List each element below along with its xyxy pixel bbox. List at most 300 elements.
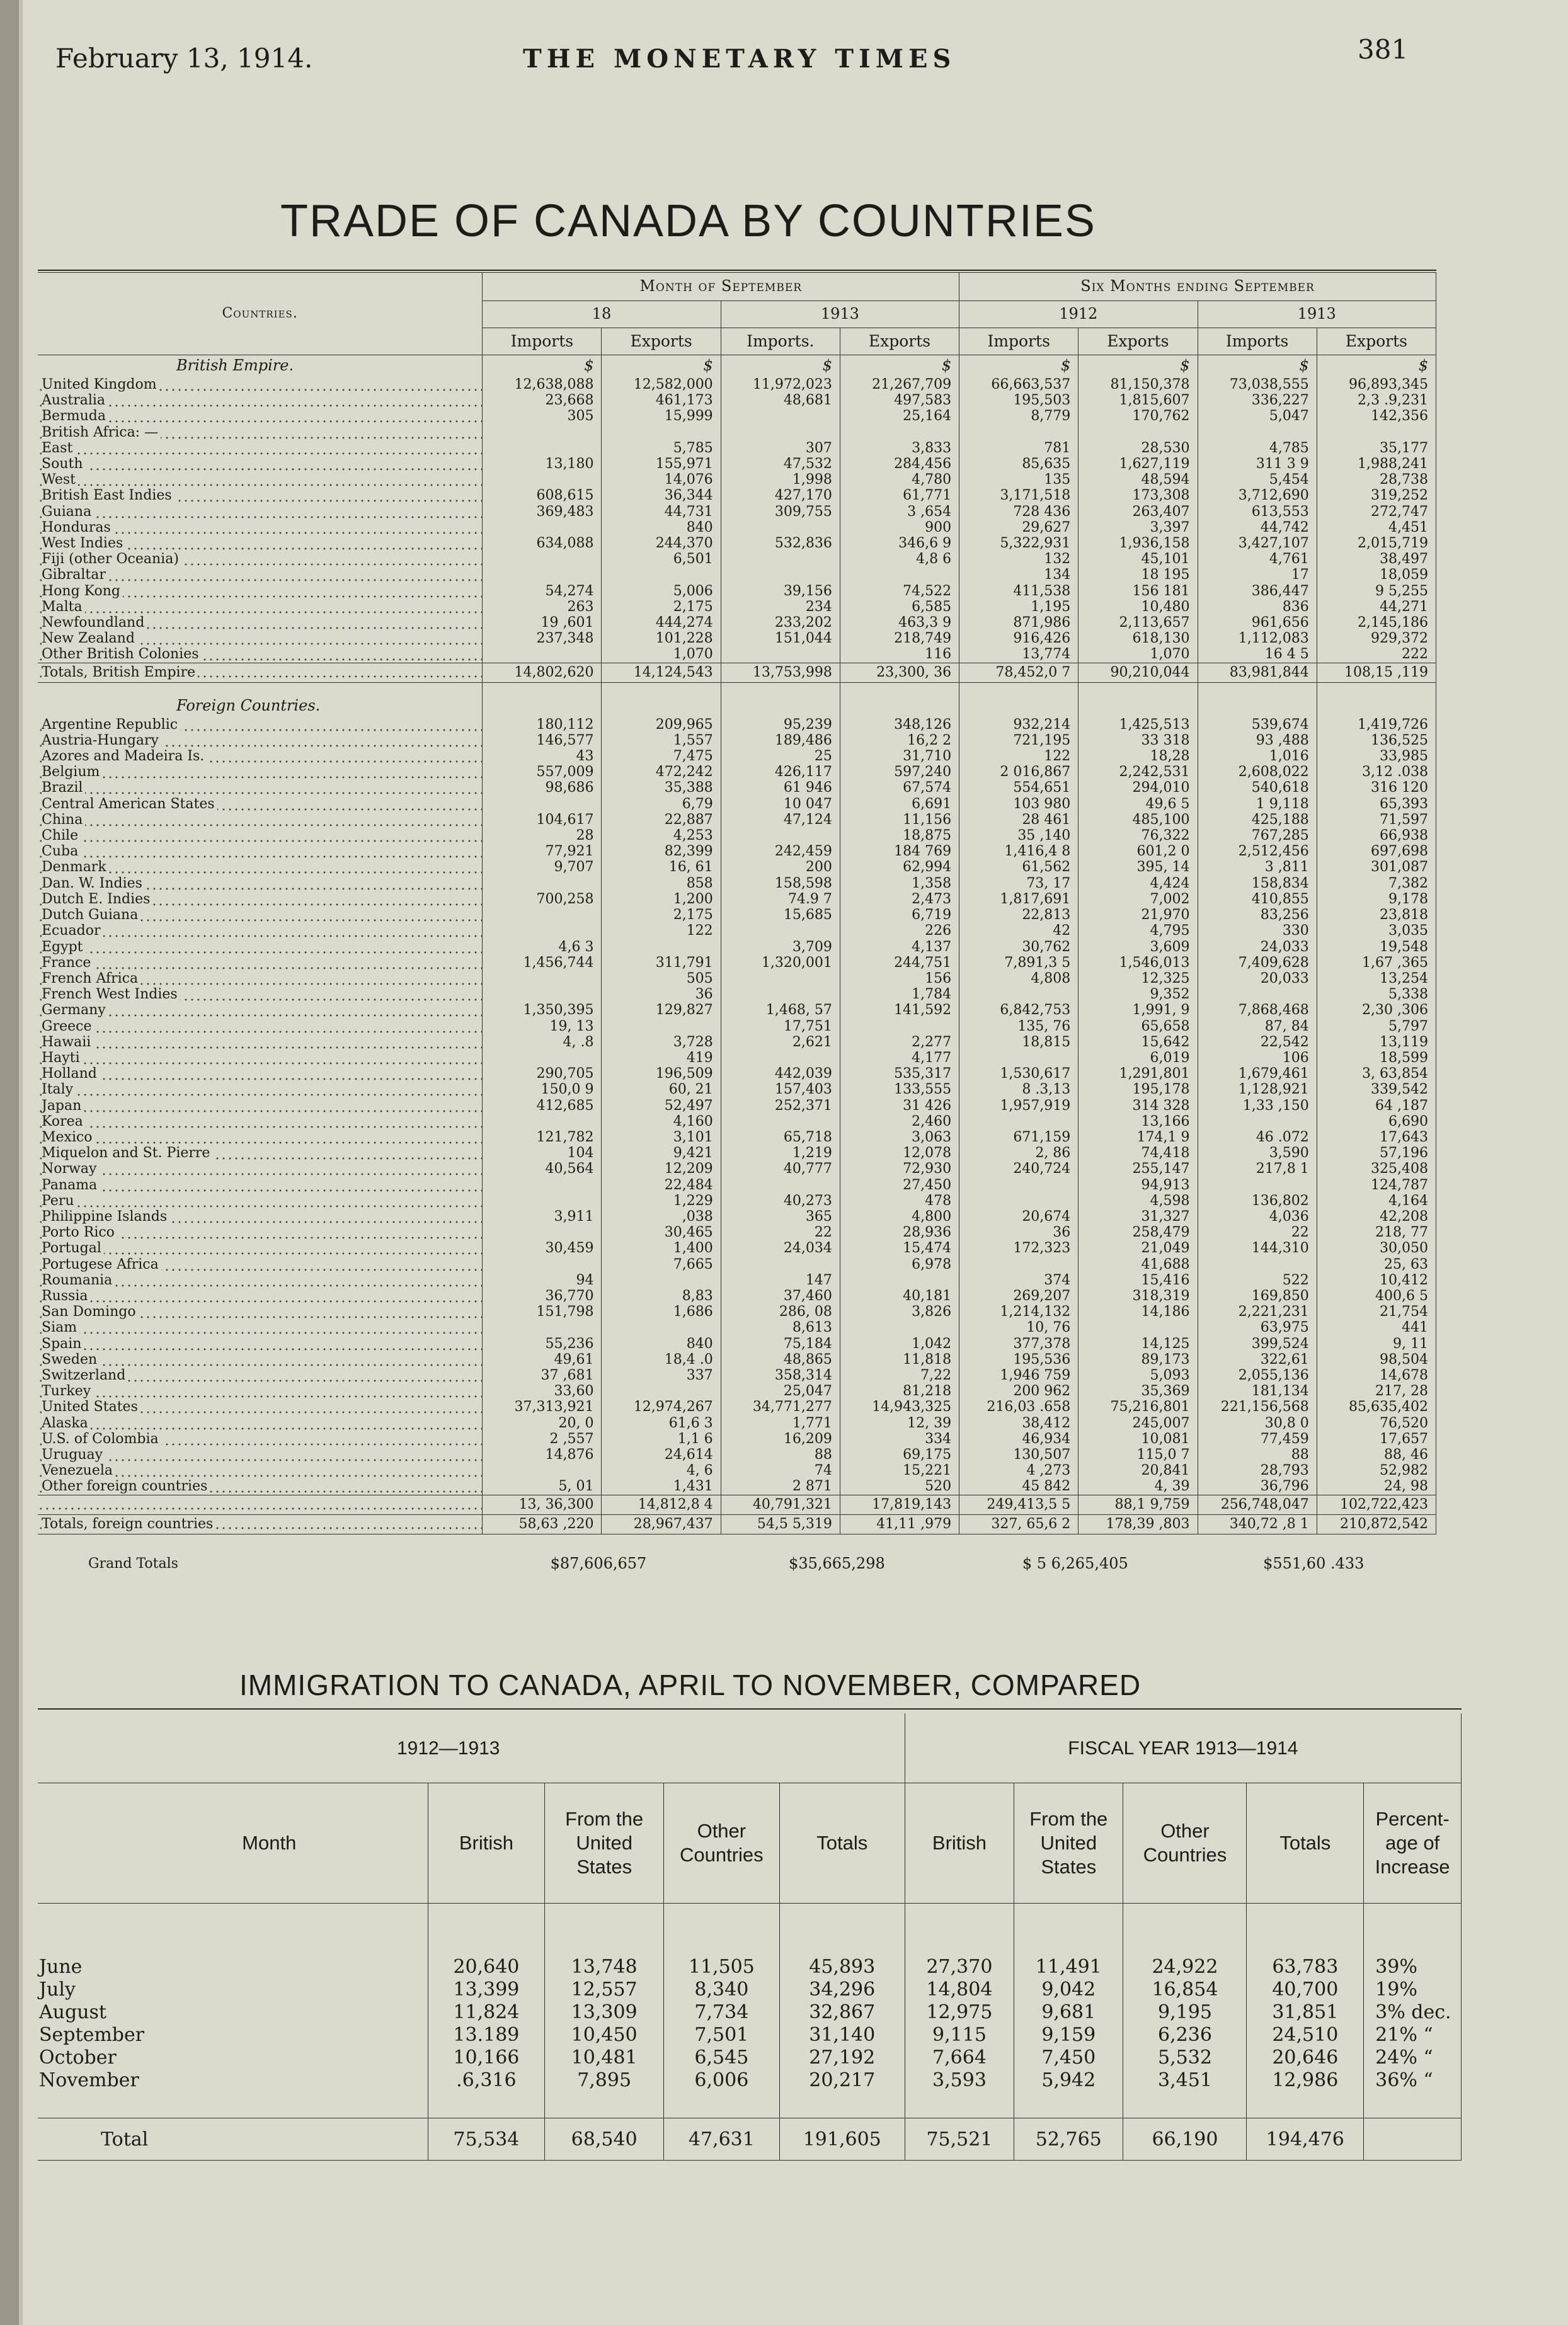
trade-value: 256,748,047 [1198,1495,1317,1514]
trade-value [1198,425,1317,440]
row-label: Gibraltar [42,567,108,583]
trade-value: 613,553 [1198,504,1317,520]
trade-value: 98,686 [483,780,602,796]
trade-value: 14,812,8 4 [602,1495,721,1514]
country-name [38,939,483,955]
row-label: Totals, foreign countries [42,1516,215,1532]
trade-value [840,567,959,583]
trade-value: 5,797 [1317,1019,1436,1034]
trade-value: 505 [602,971,721,986]
table-row [38,1161,1436,1177]
empty-cell [1198,695,1317,717]
trade-value [483,1320,602,1335]
trade-value: 2,113,657 [1079,615,1198,631]
trade-value: 6,690 [1317,1114,1436,1129]
trade-value: 441 [1317,1320,1436,1335]
trade-value: 25,164 [840,408,959,424]
immigration-value: 9,681 [1014,2001,1123,2023]
trade-value: 2,015,719 [1317,535,1436,551]
trade-value: 3,609 [1079,939,1198,955]
trade-value: 1,200 [602,891,721,907]
trade-value: 319,252 [1317,488,1436,503]
trade-value: 5,785 [602,440,721,456]
trade-value: 39,156 [721,583,840,599]
trade-value: 24, 98 [1317,1478,1436,1495]
trade-value: 52,497 [602,1098,721,1114]
row-label: United Kingdom [42,377,159,392]
trade-value: 3,590 [1198,1145,1317,1161]
trade-value [483,1050,602,1066]
trade-value: 2, 86 [959,1145,1079,1161]
trade-value: 294,010 [1079,780,1198,796]
table-row [38,923,1436,939]
trade-value: 7,868,468 [1198,1002,1317,1018]
trade-value [1079,1320,1198,1335]
immigration-value: 3% dec. [1364,2001,1462,2023]
trade-value: 4, .8 [483,1034,602,1050]
trade-value: 4,424 [1079,876,1198,891]
row-label: New Zealand [42,631,137,646]
trade-value [959,986,1079,1002]
trade-value [959,1177,1079,1193]
trade-value: 222 [1317,646,1436,663]
imports-header: Imports [959,328,1079,355]
table-row [38,955,1436,971]
table-row [38,440,1436,456]
trade-value: 21,754 [1317,1304,1436,1320]
trade-value: 1,219 [721,1145,840,1161]
trade-value: 4,800 [840,1209,959,1225]
trade-value: 18,059 [1317,567,1436,583]
trade-value: 13,774 [959,646,1079,663]
trade-value: 7,002 [1079,891,1198,907]
table-row [38,1320,1436,1335]
row-label: Azores and Madeira Is. [42,748,207,764]
trade-value: 17,657 [1317,1431,1436,1447]
trade-value [1198,1114,1317,1129]
table-row [38,971,1436,986]
country-name [38,615,483,631]
trade-value: 7,665 [602,1257,721,1272]
trade-value: 237,348 [483,631,602,646]
trade-value: 1,815,607 [1079,392,1198,408]
trade-value: 94,913 [1079,1177,1198,1193]
table-row [38,425,1436,440]
dollar-sign: $ [959,355,1079,377]
trade-value: 33 318 [1079,733,1198,748]
grand-total-value: $551,60 .433 [1263,1555,1365,1572]
immigration-value: 9,042 [1014,1978,1123,2001]
trade-value: 16,2 2 [840,733,959,748]
row-label: U.S. of Colombia [42,1431,161,1447]
trade-value: 20, 0 [483,1415,602,1431]
trade-value: 34,771,277 [721,1399,840,1415]
spacer-cell [38,2091,428,2118]
trade-value: 18,4 .0 [602,1352,721,1368]
trade-value: 426,117 [721,764,840,780]
trade-value: 358,314 [721,1368,840,1383]
trade-value: 2,055,136 [1198,1368,1317,1383]
trade-value: 961,656 [1198,615,1317,631]
table-row [38,456,1436,472]
grand-total-value: $35,665,298 [789,1555,885,1572]
country-name [38,1066,483,1082]
trade-value: 13,166 [1079,1114,1198,1129]
row-label: French West Indies [42,986,180,1002]
trade-value: 1,957,919 [959,1098,1079,1114]
immigration-value: 10,481 [545,2046,664,2069]
country-name [38,1352,483,1368]
trade-value: 608,615 [483,488,602,503]
total-value: 191,605 [779,2118,905,2161]
trade-value: 15,416 [1079,1272,1198,1288]
trade-value: 65,658 [1079,1019,1198,1034]
trade-value: 242,459 [721,843,840,859]
country-name [38,663,483,682]
trade-value: 31,327 [1079,1209,1198,1225]
imports-header: Imports [483,328,602,355]
spacer-cell [1364,2091,1462,2118]
trade-value: 1,128,921 [1198,1082,1317,1097]
trade-value [602,1320,721,1335]
trade-value: 78,452,0 7 [959,663,1079,682]
trade-value: 1,627,119 [1079,456,1198,472]
table-row [38,583,1436,599]
trade-value: 36,344 [602,488,721,503]
spacer-cell [959,682,1079,695]
trade-value: 410,855 [1198,891,1317,907]
immigration-value: 5,532 [1123,2046,1247,2069]
trade-value: 4,795 [1079,923,1198,939]
immigration-value: 10,166 [428,2046,545,2069]
trade-value: 19, 13 [483,1019,602,1034]
table-row [38,2001,1462,2023]
trade-value: 330 [1198,923,1317,939]
trade-value: 136,525 [1317,733,1436,748]
immigration-value: 12,986 [1247,2069,1364,2091]
trade-value: 767,285 [1198,828,1317,843]
trade-value: 22,813 [959,907,1079,923]
spacer-cell [779,1904,905,1956]
month-name: August [38,2001,428,2023]
trade-value: 4,160 [602,1114,721,1129]
exports-header: Exports [1079,328,1198,355]
row-label: South [42,456,86,472]
trade-value: 263 [483,599,602,615]
trade-value: 88, 46 [1317,1447,1436,1463]
trade-value [959,425,1079,440]
row-label: Portugal [42,1240,104,1256]
trade-value: 40,791,321 [721,1495,840,1514]
trade-value: 101,228 [602,631,721,646]
trade-value: 19,548 [1317,939,1436,955]
trade-value: 461,173 [602,392,721,408]
trade-value: 9,178 [1317,891,1436,907]
other-countries-column-header: Other Countries [664,1783,780,1904]
trade-value: 85,635 [959,456,1079,472]
trade-value: 17,819,143 [840,1495,959,1514]
row-label: Honduras [42,520,113,535]
immigration-value: 40,700 [1247,1978,1364,2001]
row-label: East [42,440,75,456]
trade-value: 28,738 [1317,472,1436,488]
trade-value: 40,273 [721,1193,840,1209]
trade-value: 5,322,931 [959,535,1079,551]
country-name [38,408,483,424]
trade-value: 156 181 [1079,583,1198,599]
trade-value: 1,530,617 [959,1066,1079,1082]
table-row [38,1336,1436,1352]
table-row [38,1415,1436,1431]
trade-value: 9 5,255 [1317,583,1436,599]
total-value: 66,190 [1123,2118,1247,2161]
trade-value: 8,779 [959,408,1079,424]
trade-value: 2,460 [840,1114,959,1129]
trade-value: 258,479 [1079,1225,1198,1240]
immigration-value: 10,450 [545,2023,664,2046]
trade-value [483,646,602,663]
totals-column-header: Totals [779,1783,905,1904]
country-name [38,1177,483,1193]
page-number: 381 [1358,34,1409,65]
trade-value [602,567,721,583]
trade-value: 37,460 [721,1288,840,1304]
trade-value: 3, 63,854 [1317,1066,1436,1082]
table-row [38,843,1436,859]
trade-value: 10,412 [1317,1272,1436,1288]
trade-value: 94 [483,1272,602,1288]
spacer-cell [602,682,721,695]
row-label: Central American States [42,796,217,812]
trade-value: 98,504 [1317,1352,1436,1368]
trade-value: 1,431 [602,1478,721,1495]
trade-value: 1 9,118 [1198,796,1317,812]
table-row [38,1066,1436,1082]
country-name [38,986,483,1002]
spacer-cell [428,2091,545,2118]
table-row [38,472,1436,488]
immigration-value: 3,593 [905,2069,1014,2091]
trade-value: 30,8 0 [1198,1415,1317,1431]
country-name [38,1514,483,1534]
spacer-cell [721,682,840,695]
immigration-value: 19% [1364,1978,1462,2001]
country-name [38,1320,483,1335]
trade-value: 151,798 [483,1304,602,1320]
country-name [38,1399,483,1415]
trade-value [721,986,840,1002]
total-row [38,2118,1462,2161]
table-row [38,859,1436,875]
trade-value: 12,582,000 [602,377,721,392]
row-label: Germany [42,1002,108,1018]
table-row [38,1478,1436,1495]
trade-value: 425,188 [1198,812,1317,828]
trade-value: 25, 63 [1317,1257,1436,1272]
trade-value: 72,930 [840,1161,959,1177]
trade-value [840,425,959,440]
trade-value: 840 [602,520,721,535]
row-label: Spain [42,1336,84,1352]
trade-value: 442,039 [721,1066,840,1082]
trade-value: 77,921 [483,843,602,859]
table-row [38,1257,1436,1272]
spacer-cell [483,682,602,695]
trade-value [483,1177,602,1193]
row-label: French Africa [42,971,140,986]
trade-value: 217, 28 [1317,1383,1436,1399]
trade-value [602,425,721,440]
spacer-row [38,1904,1462,1956]
spacer-cell [545,2091,664,2118]
trade-value: 27,450 [840,1177,959,1193]
country-name [38,1257,483,1272]
dollar-sign: $ [840,355,959,377]
trade-value [602,1383,721,1399]
trade-value: 3,171,518 [959,488,1079,503]
table-row [38,1082,1436,1097]
spacer-cell [428,1904,545,1956]
row-label: Australia [42,392,108,408]
trade-value: 671,159 [959,1129,1079,1145]
trade-value: 174,1 9 [1079,1129,1198,1145]
trade-value: 124,787 [1317,1177,1436,1193]
trade-value: 269,207 [959,1288,1079,1304]
trade-value: 16, 61 [602,859,721,875]
country-name [38,583,483,599]
trade-value: 41,11 ,979 [840,1514,959,1534]
row-label: Denmark [42,859,109,875]
trade-value: 1,425,513 [1079,717,1198,733]
trade-value: 195,178 [1079,1082,1198,1097]
trade-value: 395, 14 [1079,859,1198,875]
trade-value: 700,258 [483,891,602,907]
table-row [38,377,1436,392]
section-heading: Foreign Countries. [38,695,483,717]
trade-value: 9, 11 [1317,1336,1436,1352]
trade-value: 10,081 [1079,1431,1198,1447]
trade-value: 15,474 [840,1240,959,1256]
country-name [38,1145,483,1161]
trade-value: 13,254 [1317,971,1436,986]
trade-value: 10, 76 [959,1320,1079,1335]
trade-value: 1,112,083 [1198,631,1317,646]
trade-value: 20,841 [1079,1463,1198,1478]
trade-value: 6,501 [602,551,721,567]
row-label: Guiana [42,504,94,520]
trade-value: 3,397 [1079,520,1198,535]
spacer-cell [664,1904,780,1956]
country-name [38,1463,483,1478]
spacer-cell [545,1904,664,1956]
country-name [38,1495,483,1514]
trade-value: 28,793 [1198,1463,1317,1478]
trade-value: 87, 84 [1198,1019,1317,1034]
trade-value: 340,72 ,8 1 [1198,1514,1317,1534]
trade-value: 28 461 [959,812,1079,828]
trade-value: 3,101 [602,1129,721,1145]
row-label: Roumania [42,1272,115,1288]
trade-value [483,472,602,488]
trade-value: 144,310 [1198,1240,1317,1256]
month-name: November [38,2069,428,2091]
trade-value: 13,753,998 [721,663,840,682]
country-name [38,551,483,567]
trade-value: 136,802 [1198,1193,1317,1209]
trade-value: 54,274 [483,583,602,599]
trade-value: 23,668 [483,392,602,408]
trade-value: 10 047 [721,796,840,812]
immigration-value: 36% “ [1364,2069,1462,2091]
from-us-column-header: From the United States [1014,1783,1123,1904]
row-label [42,1497,44,1512]
row-label: Hawaii [42,1034,93,1050]
trade-value: 3,728 [602,1034,721,1050]
trade-value: 57,196 [1317,1145,1436,1161]
trade-value: 1,1 6 [602,1431,721,1447]
trade-value: 104 [483,1145,602,1161]
immigration-value: 3,451 [1123,2069,1247,2091]
total-value: 75,534 [428,2118,545,2161]
table-row [38,1129,1436,1145]
trade-value: 200 962 [959,1383,1079,1399]
foreign-subtotal-row [38,1495,1436,1514]
trade-value: 2,512,456 [1198,843,1317,859]
trade-value: 189,486 [721,733,840,748]
immigration-value: 34,296 [779,1978,905,2001]
trade-value: 334 [840,1431,959,1447]
country-name [38,923,483,939]
trade-value: 35,369 [1079,1383,1198,1399]
trade-value: 30,762 [959,939,1079,955]
trade-value: 73,038,555 [1198,377,1317,392]
country-name [38,780,483,796]
trade-value: 40,564 [483,1161,602,1177]
immigration-value: 13.189 [428,2023,545,2046]
trade-value: 12,325 [1079,971,1198,986]
trade-value [959,1050,1079,1066]
trade-value: 272,747 [1317,504,1436,520]
table-row [38,1431,1436,1447]
trade-value: 8,613 [721,1320,840,1335]
trade-value: 307 [721,440,840,456]
immigration-value: 20,640 [428,1955,545,1978]
immigration-value: 11,824 [428,2001,545,2023]
trade-value: 83,981,844 [1198,663,1317,682]
trade-value: 75,184 [721,1336,840,1352]
row-label: Cuba [42,843,81,859]
immigration-value: 12,975 [905,2001,1014,2023]
country-name [38,535,483,551]
country-name [38,504,483,520]
month-name: September [38,2023,428,2046]
trade-value [483,1225,602,1240]
row-label: Totals, British Empire [42,665,198,680]
trade-value: 2,3 .9,231 [1317,392,1436,408]
trade-value: 52,982 [1317,1463,1436,1478]
row-label: Miquelon and St. Pierre [42,1145,212,1161]
immigration-value: 6,006 [664,2069,780,2091]
trade-value: 58,63 ,220 [483,1514,602,1534]
trade-value: 14,125 [1079,1336,1198,1352]
grand-total-value: $ 5 6,265,405 [1022,1555,1128,1572]
dollar-sign: $ [1079,355,1198,377]
trade-value: 4, 6 [602,1463,721,1478]
immigration-title: IMMIGRATION TO CANADA, APRIL TO NOVEMBER, COMPARED [239,1669,1142,1701]
trade-value: 82,399 [602,843,721,859]
row-label: Portugese Africa [42,1257,161,1272]
month-of-september-header: Month of September [483,273,959,301]
